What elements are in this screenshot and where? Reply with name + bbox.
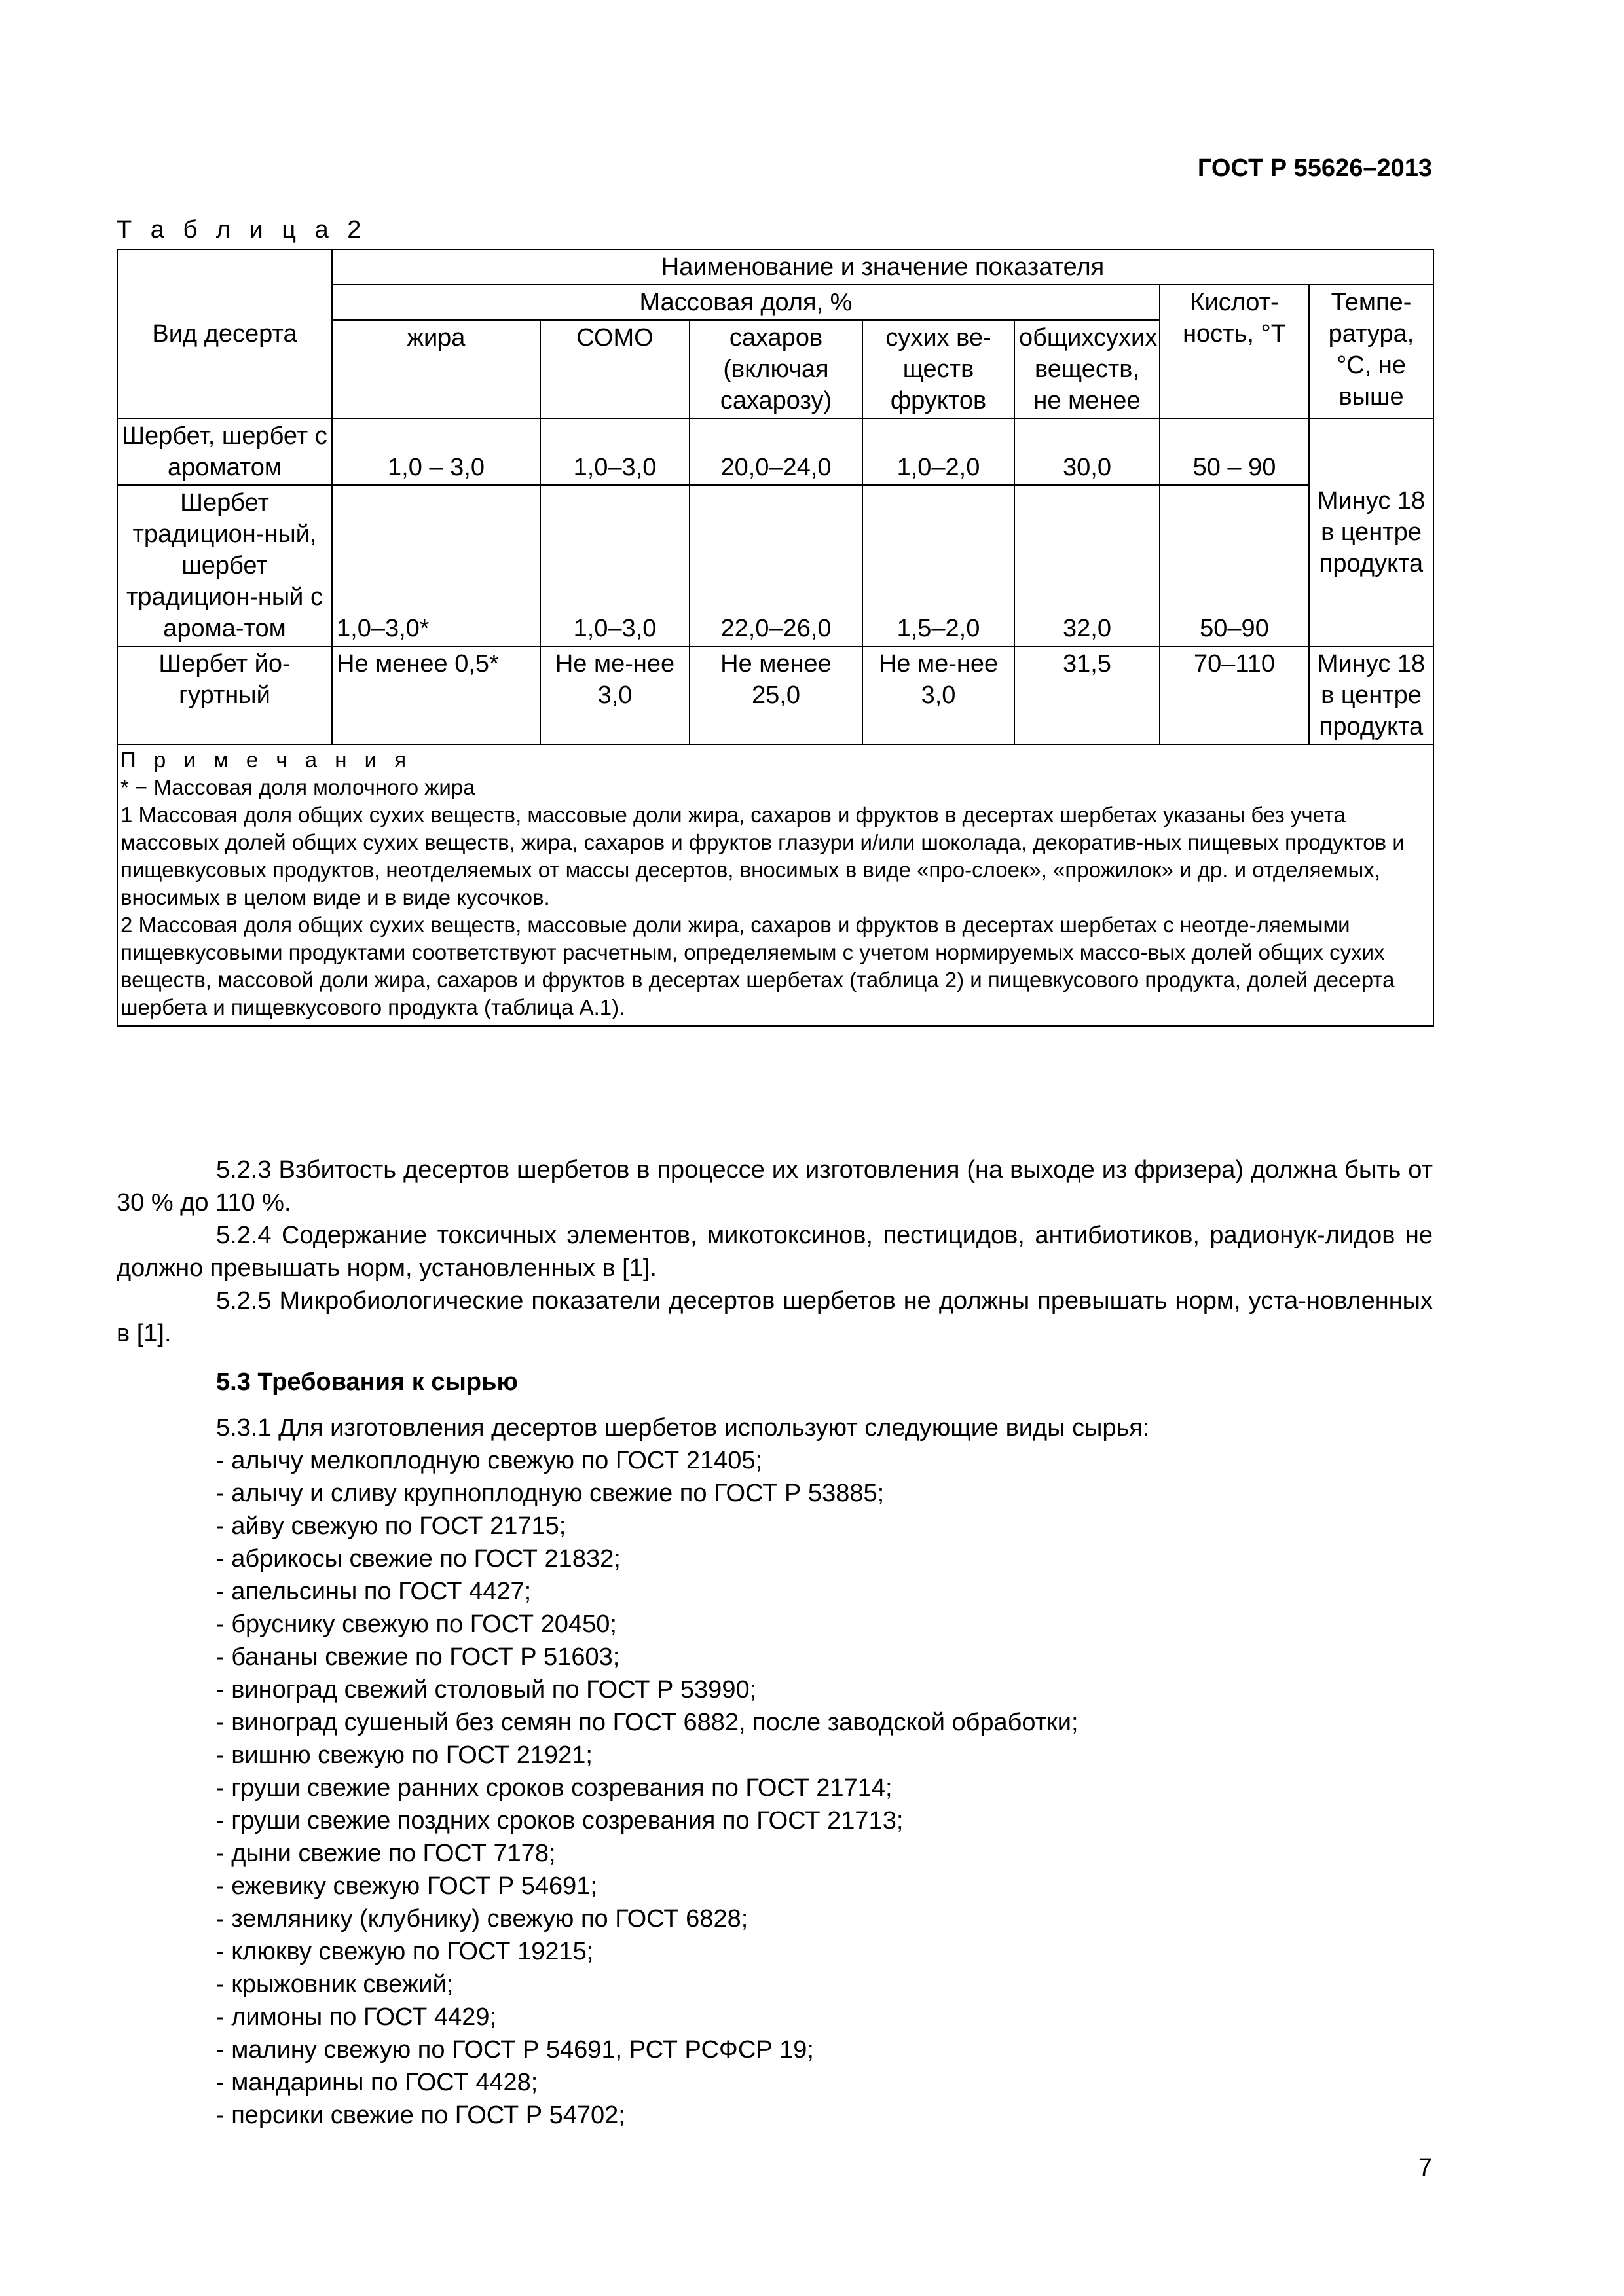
list-item: - мандарины по ГОСТ 4428; [216, 2069, 538, 2096]
header-total-solids: общихсухих веществ, не менее [1014, 320, 1160, 418]
cell-solids: 31,5 [1014, 646, 1160, 744]
table-notes-row [117, 744, 1433, 1026]
list-item: - землянику (клубнику) свежую по ГОСТ 6828; [216, 1905, 748, 1933]
cell-fruit: 1,5–2,0 [862, 485, 1014, 646]
list-item: - алычу мелкоплодную свежую по ГОСТ 21405; [216, 1447, 763, 1474]
cell-temperature-merged: Минус 18 в центре продукта [1309, 418, 1433, 646]
table-caption: Т а б л и ц а 2 [117, 216, 367, 244]
dessert-table [117, 249, 1434, 1027]
notes-title: П р и м е ч а н и я [120, 748, 413, 772]
list-item: - клюкву свежую по ГОСТ 19215; [216, 1938, 594, 1965]
document-header: ГОСТ Р 55626–2013 [1197, 155, 1432, 182]
paragraph-5-2-3: 5.2.3 Взбитость десертов шербетов в процессе их изготовления (на выходе из фризера) должна быть от 30 % до 110 %. [117, 1156, 1433, 1216]
cell-solids: 32,0 [1014, 485, 1160, 646]
cell-fat: Не менее 0,5* [332, 646, 540, 744]
section-title: 5.3 Требования к сырью [216, 1368, 518, 1396]
cell-sugar: Не менее 25,0 [690, 646, 862, 744]
cell-sugar: 22,0–26,0 [690, 485, 862, 646]
list-item: - бруснику свежую по ГОСТ 20450; [216, 1611, 617, 1638]
list-item: - виноград свежий столовый по ГОСТ Р 53990; [216, 1676, 757, 1704]
cell-acidity: 50–90 [1160, 485, 1309, 646]
header-acidity: Кислот-ность, °Т [1160, 285, 1309, 418]
list-item: - вишню свежую по ГОСТ 21921; [216, 1741, 593, 1769]
list-item: - малину свежую по ГОСТ Р 54691, РСТ РСФСР 19; [216, 2036, 814, 2064]
cell-acidity: 50 – 90 [1160, 418, 1309, 485]
header-fat: жира [332, 320, 540, 418]
list-item: - апельсины по ГОСТ 4427; [216, 1578, 532, 1605]
raw-materials-list [117, 1444, 1433, 2132]
note-2: 2 Массовая доля общих сухих веществ, массовые доли жира, сахаров и фруктов в десертах шербетах с неотде-ляемыми пищевкусовыми продуктами соответствуют расчетным, определяемым с учетом нормируемых массо-вых долей общих сухих веществ, массовой доли жира, сахаров и фруктов в десертах шербетах (таблица 2) и пищевкусового продукта, долей десерта шербета и пищевкусового продукта (таблица А.1). [120, 913, 1395, 1019]
paragraph-5-2-4: 5.2.4 Содержание токсичных элементов, микотоксинов, пестицидов, антибиотиков, радионук-лидов не должно превышать норм, установленных в [1]. [117, 1222, 1433, 1282]
header-dessert-type: Вид десерта [117, 249, 332, 418]
list-item: - айву свежую по ГОСТ 21715; [216, 1512, 566, 1540]
list-item: - алычу и сливу крупноплодную свежие по ГОСТ Р 53885; [216, 1480, 885, 1507]
list-item: - бананы свежие по ГОСТ Р 51603; [216, 1643, 620, 1671]
header-somo: СОМО [540, 320, 690, 418]
list-intro: 5.3.1 Для изготовления десертов шербетов используют следующие виды сырья: [216, 1414, 1150, 1442]
row-name: Шербет, шербет с ароматом [117, 418, 332, 485]
cell-fat: 1,0 – 3,0 [332, 418, 540, 485]
paragraph-5-2-5: 5.2.5 Микробиологические показатели десертов шербетов не должны превышать норм, уста-новленных в [1]. [117, 1287, 1433, 1347]
cell-fruit: 1,0–2,0 [862, 418, 1014, 485]
list-item: - дыни свежие по ГОСТ 7178; [216, 1840, 556, 1867]
cell-somo: Не ме-нее 3,0 [540, 646, 690, 744]
list-item: - груши свежие ранних сроков созревания по ГОСТ 21714; [216, 1774, 893, 1802]
cell-temperature: Минус 18 в центре продукта [1309, 646, 1433, 744]
header-indicator-group: Наименование и значение показателя [332, 249, 1433, 285]
list-item: - ежевику свежую ГОСТ Р 54691; [216, 1872, 597, 1900]
cell-solids: 30,0 [1014, 418, 1160, 485]
header-fruit-solids: сухих ве-ществ фруктов [862, 320, 1014, 418]
list-item: - абрикосы свежие по ГОСТ 21832; [216, 1545, 621, 1573]
list-item: - персики свежие по ГОСТ Р 54702; [216, 2102, 625, 2129]
row-name: Шербет йо-гуртный [117, 646, 332, 744]
header-sugar: сахаров (включая сахарозу) [690, 320, 862, 418]
list-item: - груши свежие поздних сроков созревания по ГОСТ 21713; [216, 1807, 904, 1834]
cell-fruit: Не ме-нее 3,0 [862, 646, 1014, 744]
cell-fat: 1,0–3,0* [332, 485, 540, 646]
cell-somo: 1,0–3,0 [540, 485, 690, 646]
list-item: - крыжовник свежий; [216, 1971, 454, 1998]
note-1: 1 Массовая доля общих сухих веществ, массовые доли жира, сахаров и фруктов в десертах шербетах указаны без учета массовых долей общих сухих веществ, жира, сахаров и фруктов глазури и/или шоколада, декоратив-ных пищевых продуктов и пищевкусовых продуктов, неотделяемых от массы десертов, вносимых в виде «про-слоек», «прожилок» и др. и отделяемых, вносимых в целом виде и в виде кусочков. [120, 803, 1405, 909]
cell-acidity: 70–110 [1160, 646, 1309, 744]
note-star: * − Массовая доля молочного жира [120, 775, 475, 799]
list-item: - лимоны по ГОСТ 4429; [216, 2003, 497, 2031]
table-row [117, 485, 1433, 646]
body-text [117, 1154, 1433, 2132]
table-notes [117, 744, 1433, 1026]
header-mass-fraction: Массовая доля, % [332, 285, 1160, 320]
table-header-row [117, 249, 1433, 285]
page-number: 7 [1418, 2154, 1432, 2181]
cell-sugar: 20,0–24,0 [690, 418, 862, 485]
cell-somo: 1,0–3,0 [540, 418, 690, 485]
table-row [117, 646, 1433, 744]
row-name: Шербет традицион-ный, шербет традицион-ный с арома-том [117, 485, 332, 646]
list-item: - виноград сушеный без семян по ГОСТ 6882, после заводской обработки; [216, 1709, 1079, 1736]
header-temperature: Темпе-ратура, °С, не выше [1309, 285, 1433, 418]
table-row [117, 418, 1433, 485]
